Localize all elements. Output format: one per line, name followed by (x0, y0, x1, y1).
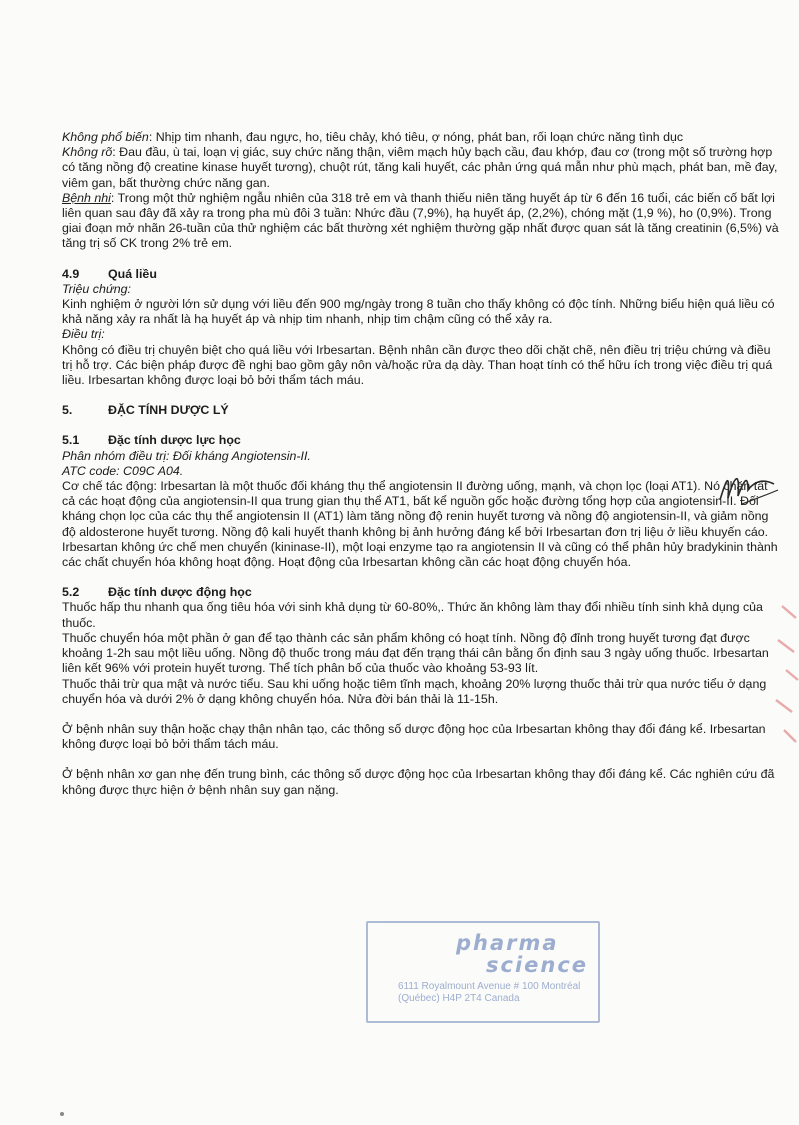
stamp-brand-a: pharma (456, 931, 559, 955)
uncommon-label: Không phổ biến (62, 130, 149, 144)
section-4-9-heading (62, 267, 782, 282)
document-page (62, 130, 782, 798)
section-5-1-title: Đặc tính dược lực học (108, 433, 241, 448)
signature-icon (712, 460, 782, 510)
pharmascience-stamp (366, 921, 600, 1023)
section-5-1-number: 5.1 (62, 433, 80, 448)
treatment-text: Không có điều trị chuyên biệt cho quá liều với Irbesartan. Bệnh nhân cần được theo dõi chặt chẽ, nên điều trị triệu chứng và điều trị hỗ trợ. Các biện pháp được đề nghị bao gồm gây nôn và/hoặc rửa dạ dày. Than hoạt tính có thể hữu ích trong việc điều trị quá liều. Irbesartan không được loại bỏ bởi thẩm tách máu. (62, 342, 773, 388)
pk-elimination: Thuốc thải trừ qua mật và nước tiểu. Sau khi uống hoặc tiêm tĩnh mạch, khoảng 20% lượng thuốc thải trừ qua nước tiểu ở dạng chuyển hóa và dưới 2% ở dạng không chuyển hóa. Nửa đời bán thải là 11-15h. (62, 676, 767, 706)
unknown-text: : Đau đầu, ù tai, loạn vị giác, suy chức năng thận, viêm mạch hủy bạch cầu, đau khớp, đau cơ (trong một số trường hợp có tăng nồng độ creatine kinase huyết tương), chuột rút, tăng kali huyết, các phản ứng quá mẫn như phù mạch, phát ban, mề đay, viêm gan, bất thường chức năng gan. (62, 145, 778, 190)
pediatric-paragraph (62, 191, 782, 252)
section-5-title: ĐẶC TÍNH DƯỢC LÝ (108, 403, 229, 418)
section-4-9-number: 4.9 (62, 266, 80, 281)
therapeutic-group: Phân nhóm điều trị: Đối kháng Angiotensin-II. (62, 448, 311, 463)
section-5-2-number: 5.2 (62, 585, 80, 600)
section-5-2-heading (62, 585, 782, 600)
mechanism-text: Cơ chế tác động: Irbesartan là một thuốc đối kháng thụ thể angiotensin II đường uống, mạnh, và chọn lọc (loại AT1). Nó chặn tất cả các hoạt động của angiotensin-II qua trung gian thụ thể AT1, bất kể nguồn gốc hoặc đường tổng hợp của angiotensin-II. Đối kháng chọn lọc của các thụ thể angiotensin II (AT1) làm tăng nồng độ renin huyết tương và nồng độ angiotensin-II, và giảm nồng độ aldosterone huyết tương. Nồng độ kali huyết thanh không bị ảnh hưởng đáng kể bởi Irbesartan đơn trị liệu ở liều khuyến cáo. Irbesartan không ức chế men chuyển (kininase-II), một loại enzyme tạo ra angiotensin II và cũng có thể phân hủy bradykinin thành các chất chuyển hóa không hoạt động. Hoạt động của Irbesartan không cần các hoạt động chuyển hóa. (62, 479, 778, 570)
symptoms-text: Kinh nghiệm ở người lớn sử dụng với liều đến 900 mg/ngày trong 8 tuần cho thấy không có độc tính. Những biểu hiện quá liều có khả năng xảy ra nhất là hạ huyết áp và nhịp tim nhanh, nhịp tim chậm cũng có thể xảy ra. (62, 297, 775, 327)
red-stamp-edge-icon (772, 600, 799, 750)
pediatric-label: Bệnh nhi (62, 190, 111, 205)
treatment-label: Điều trị: (62, 327, 105, 342)
symptoms-label: Triệu chứng: (62, 281, 131, 296)
section-5-1-heading (62, 433, 782, 448)
unknown-label: Không rõ (62, 145, 113, 160)
atc-code: ATC code: C09C A04. (62, 463, 184, 478)
pk-absorption: Thuốc hấp thu nhanh qua ống tiêu hóa với sinh khả dụng từ 60-80%,. Thức ăn không làm thay đổi nhiều tính sinh khả dụng của thuốc. (62, 600, 763, 630)
uncommon-effects-paragraph (62, 130, 782, 145)
pk-metabolism: Thuốc chuyển hóa một phần ở gan để tạo thành các sản phẩm không có hoạt tính. Nồng độ đỉnh trong huyết tương đạt được khoảng 1-2h sau một liều uống. Nồng độ thuốc trong máu đạt đến trạng thái cân bằng ổn định sau 3 ngày uống thuốc. Irbesartan liên kết 96% với protein huyết tương. Thể tích phân bố của thuốc vào khoảng 53-93 lít. (62, 630, 769, 676)
unknown-effects-paragraph (62, 145, 782, 191)
section-5-heading (62, 403, 782, 418)
stamp-address: 6111 Royalmount Avenue # 100 Montréal (Québec) H4P 2T4 Canada (398, 981, 581, 1004)
section-4-9-title: Quá liều (108, 266, 157, 281)
section-5-number: 5. (62, 403, 73, 418)
scan-dot (60, 1112, 64, 1116)
pk-renal: Ở bệnh nhân suy thận hoặc chạy thận nhân tạo, các thông số dược động học của Irbesartan không thay đổi đáng kể. Irbesartan không được loại bỏ bởi thẩm tách máu. (62, 721, 766, 752)
pk-hepatic: Ở bệnh nhân xơ gan nhẹ đến trung bình, các thông số dược động học của Irbesartan không thay đổi đáng kể. Các nghiên cứu đã không được thực hiện ở bệnh nhân suy gan nặng. (62, 767, 775, 797)
pediatric-text: : Trong một thử nghiệm ngẫu nhiên của 318 trẻ em và thanh thiếu niên tăng huyết áp từ 6 đến 16 tuổi, các biến cố bất lợi liên quan sau đây đã xảy ra trong pha mù đôi 3 tuần: Nhức đầu (7,9%), hạ huyết áp, (2,2%), chóng mặt (1,9 %), ho (0,9%). Trong giai đoạn mở nhãn 26-tuần của thử nghiệm các bất thường xét nghiệm thường gặp nhất được quan sát là tăng creatinin (6,5%) và tăng trị số CK trong 2% trẻ em. (62, 190, 779, 251)
section-5-2-title: Đặc tính dược động học (108, 585, 252, 600)
stamp-brand-b: science (486, 953, 589, 977)
uncommon-text: : Nhịp tim nhanh, đau ngực, ho, tiêu chảy, khó tiêu, ợ nóng, phát ban, rối loạn chức năng tình dục (148, 130, 684, 144)
